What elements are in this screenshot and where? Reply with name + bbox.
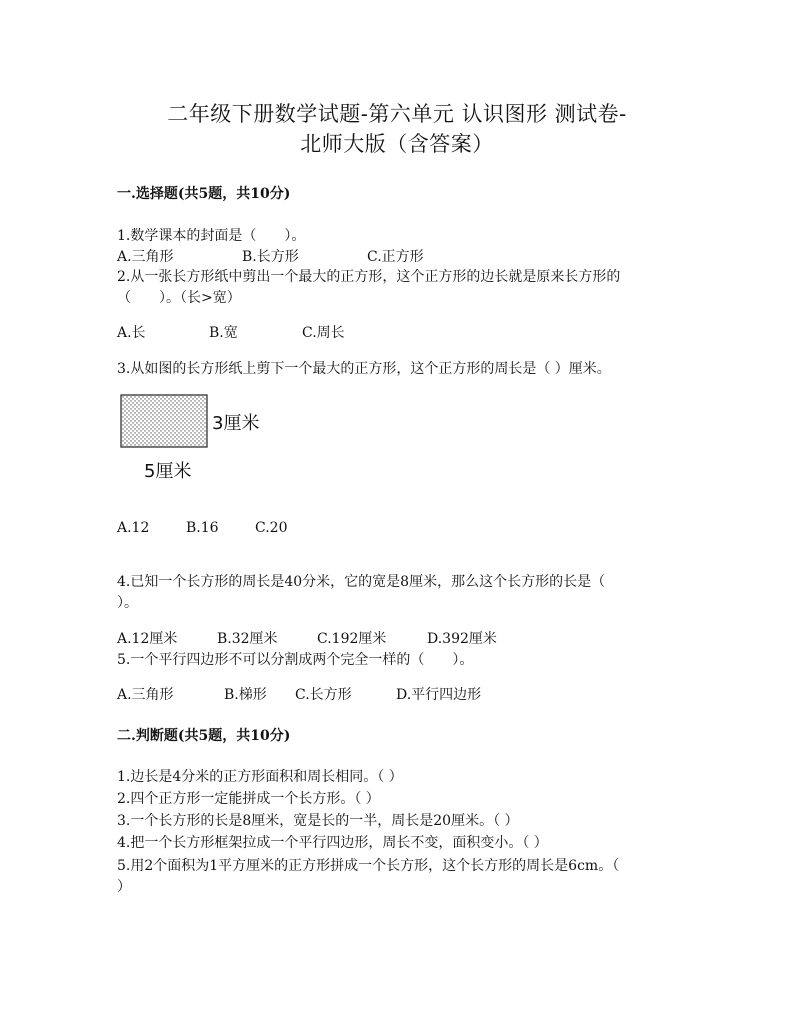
section2-heading: 二.判断题(共5题，共10分) — [117, 728, 291, 744]
q1-option-b[interactable]: B.长方形 — [242, 249, 299, 265]
q4-option-d[interactable]: D.392厘米 — [427, 631, 497, 647]
q4-option-b[interactable]: B.32厘米 — [217, 631, 278, 647]
q2-stem-line1: 2.从一张长方形纸中剪出一个最大的正方形，这个正方形的边长就是原来长方形的 — [117, 269, 621, 285]
q1-stem: 1.数学课本的封面是（ ）。 — [117, 228, 306, 244]
judge-item-1: 1.边长是4分米的正方形面积和周长相同。（ ） — [117, 769, 403, 785]
q2-option-c[interactable]: C.周长 — [302, 325, 345, 341]
judge-item-5-line2: ） — [117, 879, 131, 895]
q2-option-a[interactable]: A.长 — [117, 325, 146, 341]
judge-item-5-line1: 5.用2个面积为1平方厘米的正方形拼成一个长方形，这个长方形的周长是6cm。（ — [117, 858, 620, 874]
q5-stem: 5.一个平行四边形不可以分割成两个完全一样的（ ）。 — [117, 652, 474, 668]
q3-stem: 3.从如图的长方形纸上剪下一个最大的正方形，这个正方形的周长是（ ）厘米。 — [117, 361, 611, 377]
q4-option-a[interactable]: A.12厘米 — [117, 631, 178, 647]
q5-option-d[interactable]: D.平行四边形 — [396, 687, 482, 703]
q1-option-a[interactable]: A.三角形 — [117, 249, 174, 265]
q5-option-c[interactable]: C.长方形 — [295, 687, 352, 703]
page-title-line1: 二年级下册数学试题-第六单元 认识图形 测试卷- — [167, 102, 627, 126]
figure-width-label: 5厘米 — [144, 461, 192, 482]
q3-option-c[interactable]: C.20 — [255, 520, 288, 536]
figure-height-label: 3厘米 — [212, 413, 260, 434]
q4-option-c[interactable]: C.192厘米 — [317, 631, 387, 647]
judge-item-4: 4.把一个长方形框架拉成一个平行四边形，周长不变，面积变小。（ ） — [117, 835, 548, 851]
q5-option-b[interactable]: B.梯形 — [224, 687, 267, 703]
q2-stem-line2: （ ）。（长>宽） — [117, 290, 241, 306]
q3-figure — [120, 394, 280, 484]
q2-option-b[interactable]: B.宽 — [209, 325, 238, 341]
judge-item-3: 3.一个长方形的长是8厘米，宽是长的一半，周长是20厘米。（ ） — [117, 813, 519, 829]
q3-option-b[interactable]: B.16 — [186, 520, 219, 536]
q3-option-a[interactable]: A.12 — [117, 520, 150, 536]
page-title-line2: 北师大版（含答案） — [300, 132, 494, 156]
q1-option-c[interactable]: C.正方形 — [367, 249, 424, 265]
q4-stem-line1: 4.已知一个长方形的周长是40分米，它的宽是8厘米，那么这个长方形的长是（ — [117, 574, 606, 590]
q5-option-a[interactable]: A.三角形 — [117, 687, 174, 703]
dotted-rectangle-figure — [120, 394, 210, 450]
section1-heading: 一.选择题(共5题，共10分) — [117, 186, 291, 202]
q4-stem-line2: ）。 — [117, 595, 138, 611]
judge-item-2: 2.四个正方形一定能拼成一个长方形。（ ） — [117, 791, 380, 807]
